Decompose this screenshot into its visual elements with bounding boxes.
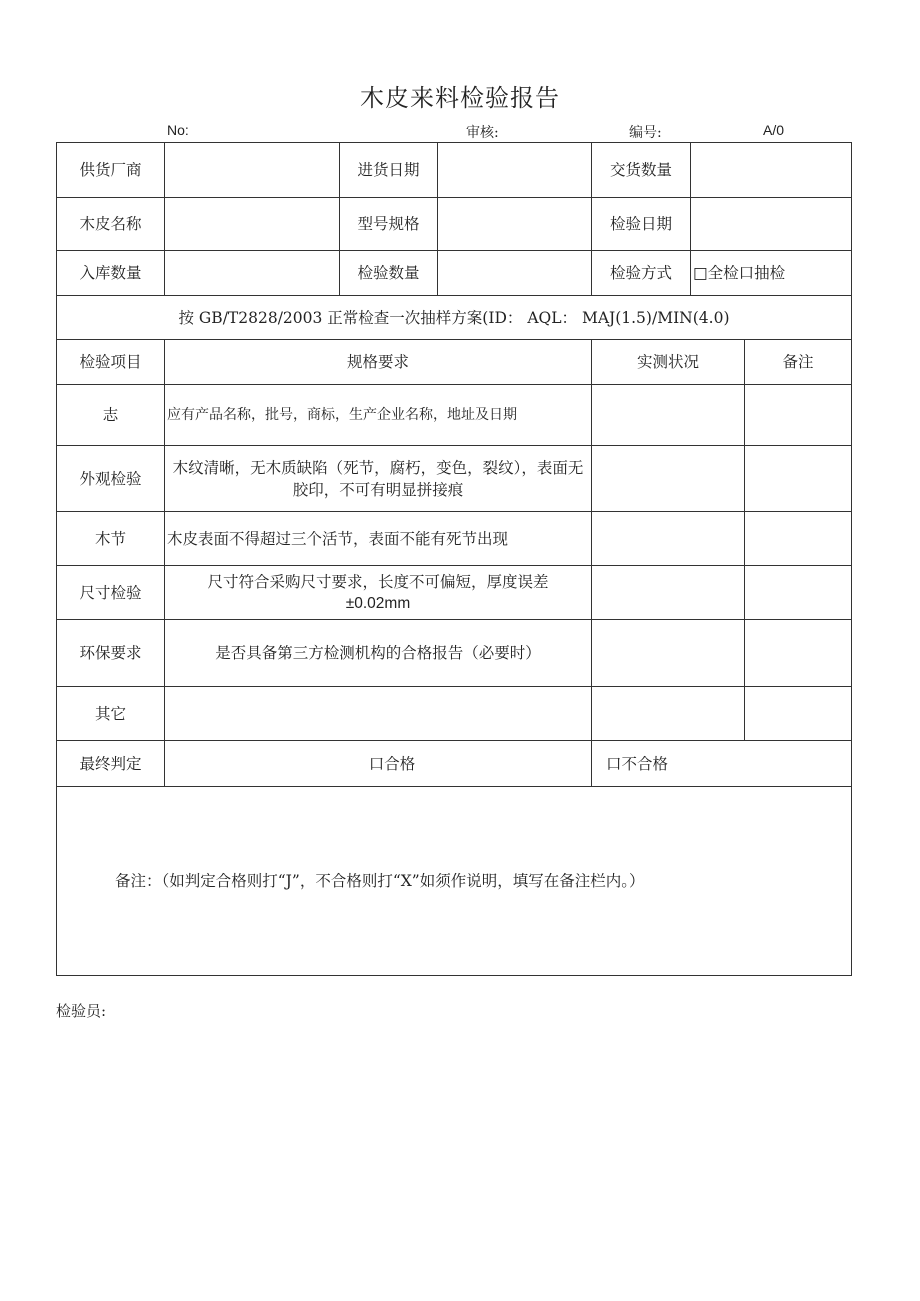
spec-line: 尺寸符合采购尺寸要求，长度不可偏短，厚度误差	[207, 572, 549, 591]
delivery-qty-field[interactable]	[691, 143, 852, 198]
inspection-form	[56, 142, 852, 976]
supplier-label: 供货厂商	[57, 143, 165, 198]
measured-field[interactable]	[592, 620, 745, 687]
remarks-field[interactable]	[745, 566, 852, 620]
supplier-field[interactable]	[165, 143, 340, 198]
model-spec-label: 型号规格	[340, 198, 438, 251]
table-row	[57, 385, 852, 446]
delivery-qty-label: 交货数量	[592, 143, 691, 198]
table-row	[57, 687, 852, 741]
measured-field[interactable]	[592, 446, 745, 512]
arrival-date-label: 进货日期	[340, 143, 438, 198]
col-remarks-header: 备注	[745, 340, 852, 385]
inspection-date-label: 检验日期	[592, 198, 691, 251]
spec-text	[165, 566, 592, 620]
inspection-qty-field[interactable]	[438, 251, 592, 296]
col-spec-header: 规格要求	[165, 340, 592, 385]
spec-text: 木皮表面不得超过三个活节，表面不能有死节出现	[165, 512, 592, 566]
remarks-field[interactable]	[745, 446, 852, 512]
spec-text: 是否具备第三方检测机构的合格报告（必要时）	[165, 620, 592, 687]
inspection-date-field[interactable]	[691, 198, 852, 251]
sampling-plan: 按 GB/T2828/2003 正常检查一次抽样方案(ID： AQL： MAJ(1.5)/MIN(4.0)	[57, 296, 852, 340]
item-label: 环保要求	[57, 620, 165, 687]
final-judgement-row	[57, 741, 852, 787]
inspection-qty-label: 检验数量	[340, 251, 438, 296]
inspection-method-options[interactable]: □全检口抽检	[691, 251, 852, 296]
arrival-date-field[interactable]	[438, 143, 592, 198]
fail-checkbox[interactable]: 口不合格	[592, 741, 852, 787]
item-label: 木节	[57, 512, 165, 566]
sampling-plan-row	[57, 296, 852, 340]
page-title: 木皮来料检验报告	[360, 84, 560, 112]
col-measured-header: 实测状况	[592, 340, 745, 385]
measured-field[interactable]	[592, 512, 745, 566]
table-row	[57, 566, 852, 620]
table-row	[57, 446, 852, 512]
inspection-method-label: 检验方式	[592, 251, 691, 296]
inspector-label: 检验员:	[56, 1002, 107, 1020]
serial-label: 编号:	[629, 125, 662, 141]
version-number: A/0	[763, 122, 785, 138]
tolerance-value: ±0.02mm	[345, 594, 411, 612]
col-item-header: 检验项目	[57, 340, 165, 385]
remark-note-row	[57, 787, 852, 976]
item-label: 尺寸检验	[57, 566, 165, 620]
info-row	[57, 251, 852, 296]
stock-qty-field[interactable]	[165, 251, 340, 296]
measured-field[interactable]	[592, 566, 745, 620]
item-label: 志	[57, 385, 165, 446]
remarks-field[interactable]	[745, 620, 852, 687]
veneer-name-label: 木皮名称	[57, 198, 165, 251]
remarks-field[interactable]	[745, 385, 852, 446]
info-row	[57, 143, 852, 198]
spec-text[interactable]	[165, 687, 592, 741]
measured-field[interactable]	[592, 385, 745, 446]
remark-note: 备注：（如判定合格则打“J”，不合格则打“X”如须作说明，填写在备注栏内。）	[57, 787, 852, 976]
stock-qty-label: 入库数量	[57, 251, 165, 296]
pass-checkbox[interactable]: 口合格	[165, 741, 592, 787]
info-row	[57, 198, 852, 251]
final-judgement-label: 最终判定	[57, 741, 165, 787]
item-label: 其它	[57, 687, 165, 741]
measured-field[interactable]	[592, 687, 745, 741]
item-label: 外观检验	[57, 446, 165, 512]
remarks-field[interactable]	[745, 687, 852, 741]
table-row	[57, 620, 852, 687]
model-spec-field[interactable]	[438, 198, 592, 251]
remarks-field[interactable]	[745, 512, 852, 566]
table-row	[57, 512, 852, 566]
spec-text: 应有产品名称，批号，商标，生产企业名称，地址及日期	[165, 385, 592, 446]
no-label: No:	[167, 122, 189, 138]
review-label: 审核:	[466, 125, 499, 141]
spec-text: 木纹清晰，无木质缺陷（死节，腐朽，变色，裂纹），表面无胶印，不可有明显拼接痕	[165, 446, 592, 512]
veneer-name-field[interactable]	[165, 198, 340, 251]
column-header-row	[57, 340, 852, 385]
